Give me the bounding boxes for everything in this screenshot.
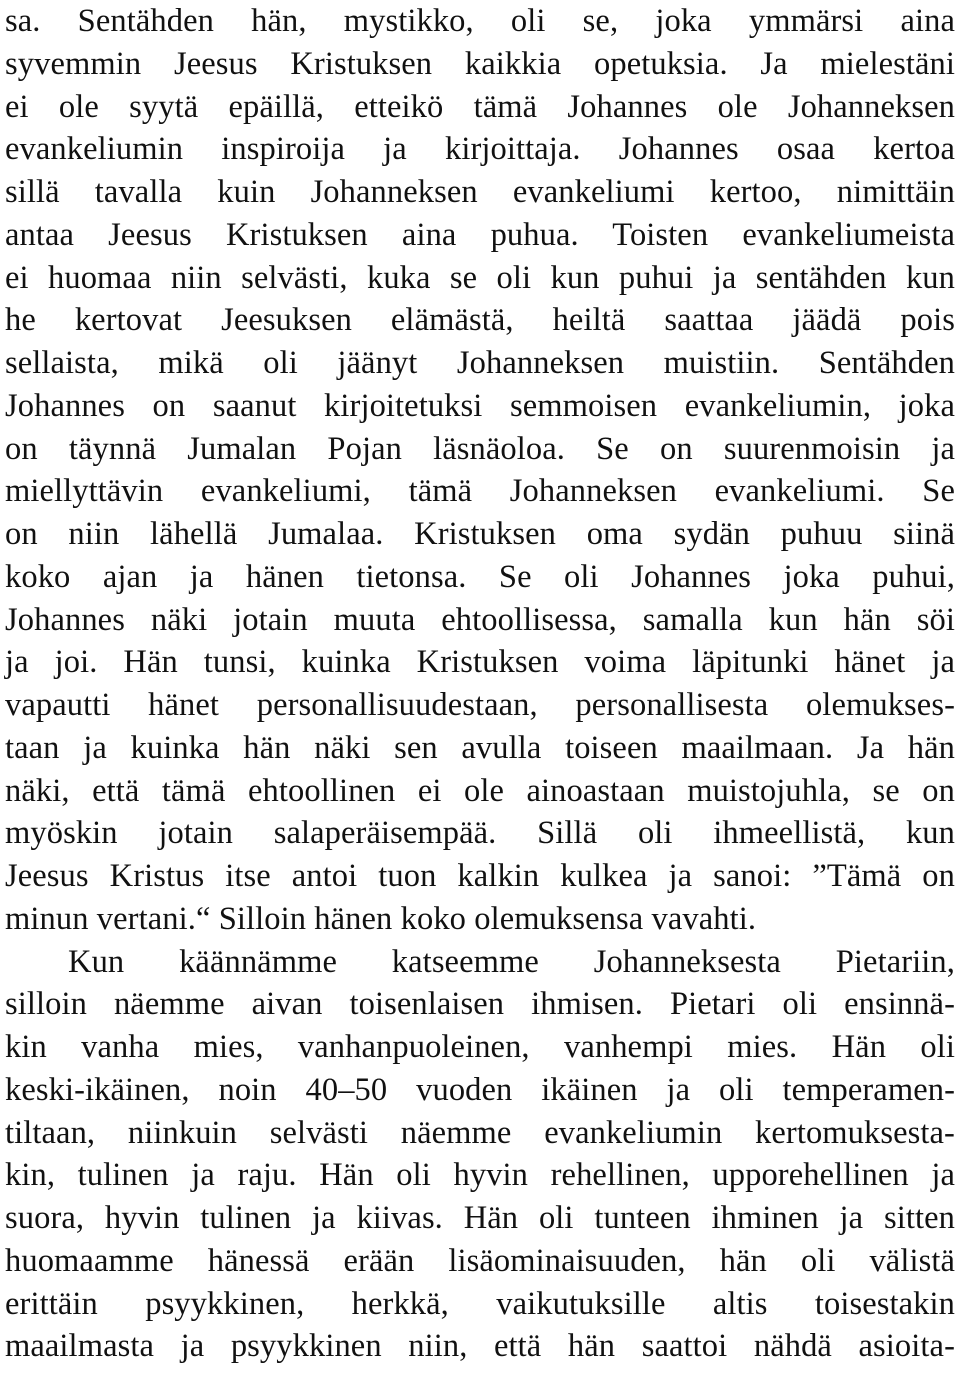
- text-line: evankeliumin inspiroija ja kirjoittaja. Johannes osaa kertoa: [5, 131, 955, 168]
- text-line: Jeesus Kristus itse antoi tuon kalkin kulkea ja sanoi: ”Tämä on: [5, 858, 955, 894]
- text-line: on niin lähellä Jumalaa. Kristuksen oma sydän puhuu siinä: [5, 516, 955, 552]
- text-line: kin vanha mies, vanhanpuoleinen, vanhempi mies. Hän oli: [5, 1029, 955, 1065]
- document-body: [5, 0, 955, 1368]
- text-line: keski-ikäinen, noin 40–50 vuoden ikäinen ja oli temperamen-: [5, 1071, 955, 1108]
- text-line: suora, hyvin tulinen ja kiivas. Hän oli tunteen ihminen ja sitten: [5, 1200, 955, 1236]
- text-line: taan ja kuinka hän näki sen avulla toiseen maailmaan. Ja hän: [5, 729, 955, 766]
- text-line: antaa Jeesus Kristuksen aina puhua. Toisten evankeliumeista: [5, 216, 955, 253]
- text-line: näki, että tämä ehtoollinen ei ole ainoastaan muistojuhla, se on: [5, 772, 955, 809]
- text-line: ei ole syytä epäillä, etteikö tämä Johannes ole Johanneksen: [5, 88, 955, 125]
- text-line: ei huomaa niin selvästi, kuka se oli kun puhui ja sentähden kun: [5, 259, 955, 296]
- text-line: miellyttävin evankeliumi, tämä Johanneksen evankeliumi. Se: [5, 473, 955, 510]
- text-line: maailmasta ja psyykkinen niin, että hän saattoi nähdä asioita-: [5, 1328, 955, 1365]
- text-line: silloin näemme aivan toisenlaisen ihmisen. Pietari oli ensinnä-: [5, 986, 955, 1023]
- text-line: minun vertani.“ Silloin hänen koko olemuksensa vavahti.: [5, 900, 757, 937]
- text-line: myöskin jotain salaperäisempää. Sillä oli ihmeellistä, kun: [5, 815, 955, 852]
- text-line: koko ajan ja hänen tietonsa. Se oli Johannes joka puhui,: [5, 558, 955, 595]
- text-line: he kertovat Jeesuksen elämästä, heiltä saattaa jäädä pois: [5, 302, 955, 339]
- text-line: sillä tavalla kuin Johanneksen evankeliumi kertoo, nimittäin: [5, 174, 955, 210]
- text-line: huomaamme hänessä erään lisäominaisuuden, hän oli välistä: [5, 1242, 955, 1279]
- text-line: vapautti hänet personallisuudestaan, personallisesta olemukses-: [5, 687, 955, 723]
- text-line: ja joi. Hän tunsi, kuinka Kristuksen voima läpitunki hänet ja: [5, 644, 955, 681]
- text-line: syvemmin Jeesus Kristuksen kaikkia opetuksia. Ja mielestäni: [5, 45, 955, 82]
- text-line: Johannes näki jotain muuta ehtoollisessa, samalla kun hän söi: [5, 601, 955, 638]
- text-line: Johannes on saanut kirjoitetuksi semmoisen evankeliumin, joka: [5, 387, 955, 424]
- text-line: kin, tulinen ja raju. Hän oli hyvin rehellinen, upporehellinen ja: [5, 1157, 955, 1194]
- text-line: tiltaan, niinkuin selvästi näemme evankeliumin kertomuksesta-: [5, 1114, 955, 1151]
- text-line: sellaista, mikä oli jäänyt Johanneksen muistiin. Sentähden: [5, 345, 955, 381]
- text-line: Kun käännämme katseemme Johanneksesta Pietariin,: [68, 943, 955, 980]
- text-line: on täynnä Jumalan Pojan läsnäoloa. Se on suurenmoisin ja: [5, 430, 955, 467]
- text-line: sa. Sentähden hän, mystikko, oli se, joka ymmärsi aina: [5, 3, 955, 39]
- text-line: erittäin psyykkinen, herkkä, vaikutuksille altis toisestakin: [5, 1285, 955, 1322]
